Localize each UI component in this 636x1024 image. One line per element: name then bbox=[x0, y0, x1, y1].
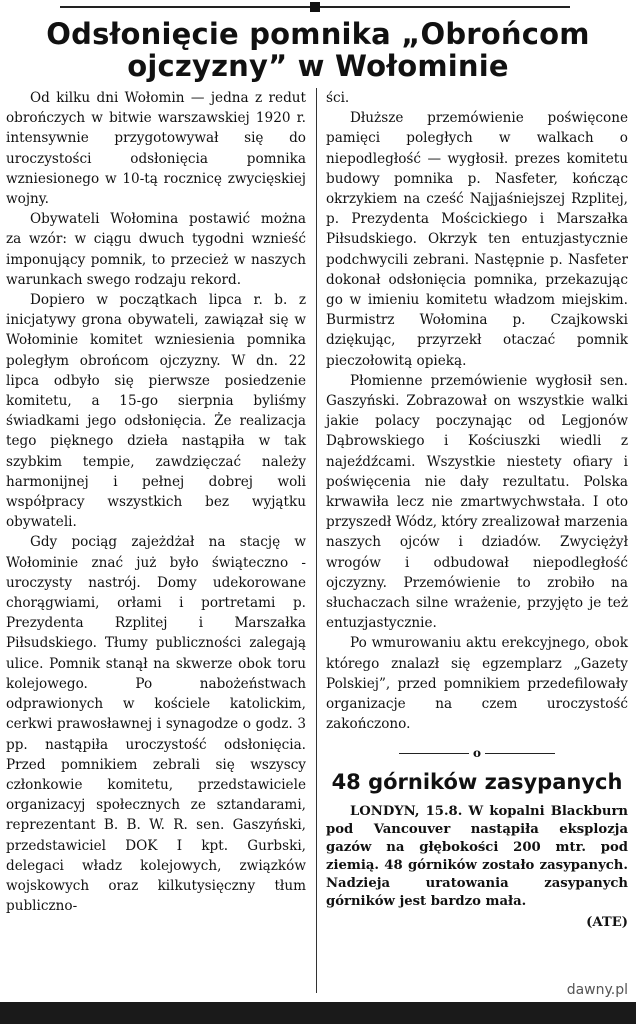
paragraph: Dłuższe przemówienie poświęcone pamięci poległych w walkach o niepodległość — wygłosił. prezes komitetu budowy pomnika p. Nasfeter, kończąc okrzykiem na cześć Najjaśniejszej Rzplitej, p. Prezydenta Mościckiego i Marszałka Piłsudskiego. Okrzyk ten entuzjastycznie podchwycili zebrani. Następnie p. Nasfeter dokonał odsłonięcia pomnika, przekazując go w imieniu komitetu władzom miejskim. Burmistrz Wołomina p. Czajkowski dziękując, przyrzekł otaczać pomnik pieczołowitą opieką. bbox=[326, 110, 628, 369]
left-column bbox=[6, 88, 306, 916]
paragraph: Dopiero w początkach lipca r. b. z inicjatywy grona obywateli, zawiązał się w Wołominie komitet wzniesienia pomnika poległym obrońcom ojczyzny. W dn. 22 lipca odbyło się pierwsze posiedzenie komitetu, a 15-go sierpnia byliśmy świadkami jego odsłonięcia. Że realizacja tego pięknego dzieła nastąpiła w tak szybkim tempie, zawdzięczać należy harmonijnej i pełnej dobrej woli współpracy wszystkich bez wyjątku obywateli. bbox=[6, 292, 306, 531]
top-ornament bbox=[310, 2, 320, 12]
news-agency: (ATE) bbox=[586, 914, 628, 930]
paragraph: Po wmurowaniu aktu erekcyjnego, obok którego znalazł się egzemplarz „Gazety Polskiej”, przed pomnikiem przedefilowały organizacje na czem uroczystość zakończono. bbox=[326, 635, 628, 733]
news-body: LONDYN, 15.8. W kopalni Blackburn pod Vancouver nastąpiła eksplozja gazów na głębokości 200 mtr. pod ziemią. 48 górników zostało zasypanych. Nadzieja uratowania zasypanych górników jest bardzo mała. bbox=[326, 803, 628, 909]
paragraph: Płomienne przemówienie wygłosił sen. Gaszyński. Zobrazował on wszystkie walki jakie polacy poczynając od Legjonów Dąbrowskiego i Kościuszki wiedli z najeźdźcami. Wszystkie niestety ofiary i poświęcenia nie dały rezultatu. Polska krwawiła lecz nie zmartwychwstała. I oto przyszedł Wódz, który zrealizował marzenia naszych ojców i dziadów. Zwyciężył wrogów i odbudował niepodległość ojczyzny. Przemówienie to zrobiło na słuchaczach silne wrażenie, przyjęto je też entuzjastycznie. bbox=[326, 372, 629, 632]
bottom-border bbox=[0, 1002, 636, 1024]
separator-mark: o bbox=[472, 745, 481, 760]
watermark: dawny.pl bbox=[566, 982, 628, 998]
paragraph-continuation: ści. bbox=[326, 90, 350, 106]
news-title: 48 górników zasypanych bbox=[331, 769, 623, 794]
paragraph: Od kilku dni Wołomin — jedna z redut obrończych w bitwie warszawskiej 1920 r. intensywnie przygotowywał się do uroczystości odsłonięcia pomnika wzniesionego w 10-tą rocznicę zwycięskiej wojny. bbox=[6, 90, 306, 208]
column-divider bbox=[316, 88, 317, 993]
article-headline: Odsłonięcie pomnika „Obrońcom ojczyzny” w Wołominie bbox=[46, 17, 590, 83]
section-separator bbox=[326, 743, 628, 763]
paragraph: Obywateli Wołomina postawić można za wzór: w ciągu dwuch tygodni wznieść imponujący pomnik, to przecież w naszych warunkach swego rodzaju rekord. bbox=[6, 211, 306, 288]
paragraph: Gdy pociąg zajeżdżał na stację w Wołominie znać już było świąteczno - uroczysty nastrój. Domy udekorowane chorągwiami, orłami i portretami p. Prezydenta Rzplitej i Marszałka Piłsudskiego. Tłumy publiczności zalegają ulice. Pomnik stanął na skwerze obok toru kolejowego. Po nabożeństwach odprawionych w kościele katolickim, cerkwi prawosławnej i synagodze o godz. 3 pp. nastąpiła uroczystość odsłonięcia. Przed pomnikiem zebrali się wszyscy członkowie komitetu, przedstawiciele organizacyj społecznych ze sztandarami, reprezentant B. B. W. R. sen. Gaszyński, przedstawiciel DOK I kpt. Gurbski, delegaci władz kolejowych, związków wojskowych oraz kilkutysięczny tłum publiczno- bbox=[6, 534, 306, 915]
right-column bbox=[326, 88, 628, 933]
